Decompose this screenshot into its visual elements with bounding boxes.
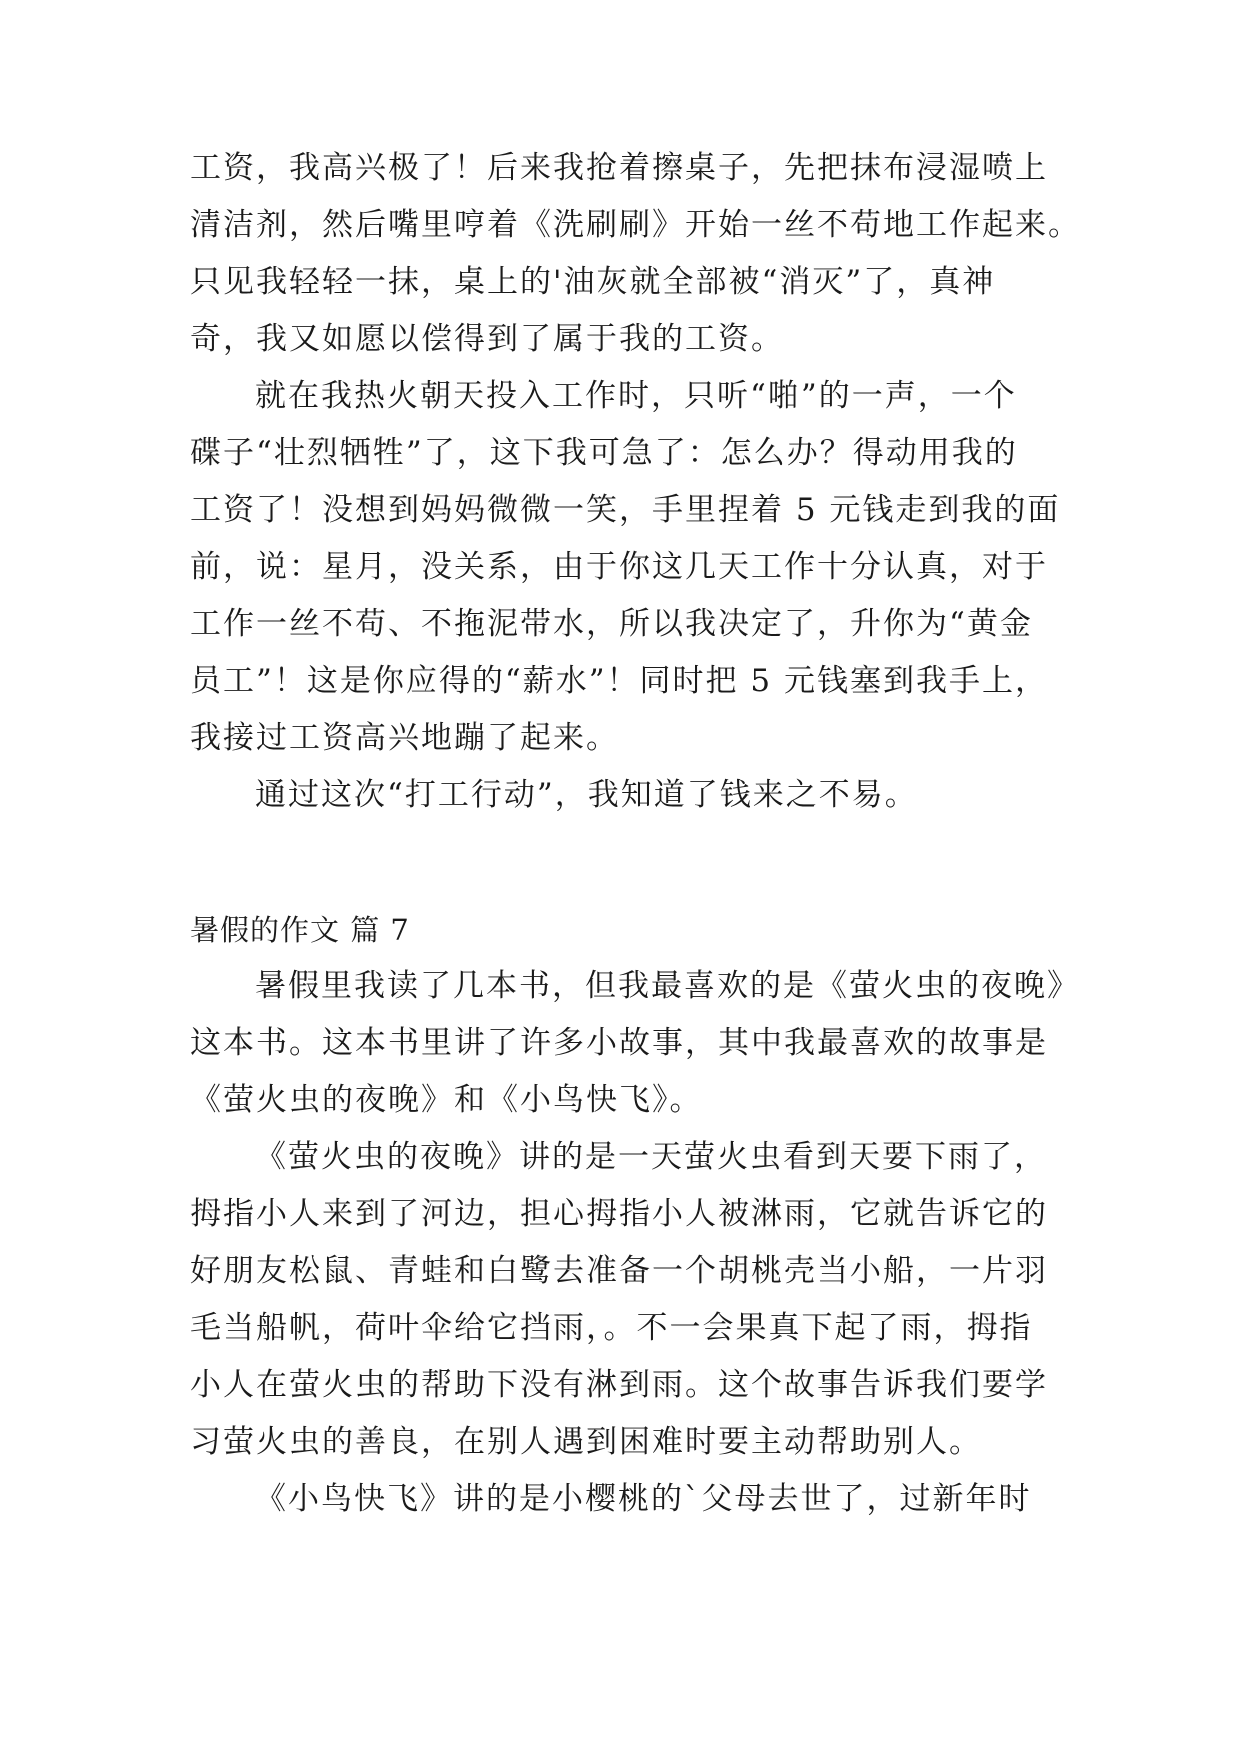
- paragraph-line: 这本书。这本书里讲了许多小故事，其中我最喜欢的故事是: [190, 1025, 1048, 1061]
- paragraph-line: 《小鸟快飞》讲的是小樱桃的`父母去世了，过新年时: [255, 1481, 1032, 1517]
- paragraph-line: 拇指小人来到了河边，担心拇指小人被淋雨，它就告诉它的: [190, 1196, 1048, 1232]
- paragraph-line: 奇，我又如愿以偿得到了属于我的工资。: [190, 321, 784, 357]
- section-heading: 暑假的作文 篇 7: [190, 913, 410, 947]
- paragraph-line: 只见我轻轻一抹，桌上的'油灰就全部被“消灭”了，真神: [190, 264, 996, 300]
- paragraph-line: 清洁剂，然后嘴里哼着《洗刷刷》开始一丝不苟地工作起来。: [190, 207, 1081, 243]
- paragraph-line: 工作一丝不苟、不拖泥带水，所以我决定了，升你为“黄金: [190, 606, 1033, 642]
- paragraph-line: 暑假里我读了几本书，但我最喜欢的是《萤火虫的夜晚》: [255, 968, 1080, 1004]
- paragraph-line: 习萤火虫的善良，在别人遇到困难时要主动帮助别人。: [190, 1424, 982, 1460]
- paragraph-line: 小人在萤火虫的帮助下没有淋到雨。这个故事告诉我们要学: [190, 1367, 1048, 1403]
- paragraph-line: 员工”！这是你应得的“薪水”！同时把 5 元钱塞到我手上，: [190, 663, 1048, 699]
- paragraph-line: 工资，我高兴极了！后来我抢着擦桌子，先把抹布浸湿喷上: [190, 150, 1048, 186]
- paragraph-line: 前，说：星月，没关系，由于你这几天工作十分认真，对于: [190, 549, 1048, 585]
- paragraph-line: 毛当船帆，荷叶伞给它挡雨，。不一会果真下起了雨，拇指: [190, 1310, 1033, 1346]
- paragraph-line: 好朋友松鼠、青蛙和白鹭去准备一个胡桃壳当小船，一片羽: [190, 1253, 1048, 1289]
- paragraph-line: 就在我热火朝天投入工作时，只听“啪”的一声，一个: [255, 378, 1017, 414]
- paragraph-line: 碟子“壮烈牺牲”了，这下我可急了：怎么办？得动用我的: [190, 435, 1018, 471]
- paragraph-line: 通过这次“打工行动”，我知道了钱来之不易。: [255, 777, 918, 813]
- paragraph-line: 《萤火虫的夜晚》讲的是一天萤火虫看到天要下雨了，: [255, 1139, 1047, 1175]
- paragraph-line: 工资了！没想到妈妈微微一笑，手里捏着 5 元钱走到我的面: [190, 492, 1061, 528]
- paragraph-line: 我接过工资高兴地蹦了起来。: [190, 720, 619, 756]
- paragraph-line: 《萤火虫的夜晚》和《小鸟快飞》。: [190, 1082, 703, 1118]
